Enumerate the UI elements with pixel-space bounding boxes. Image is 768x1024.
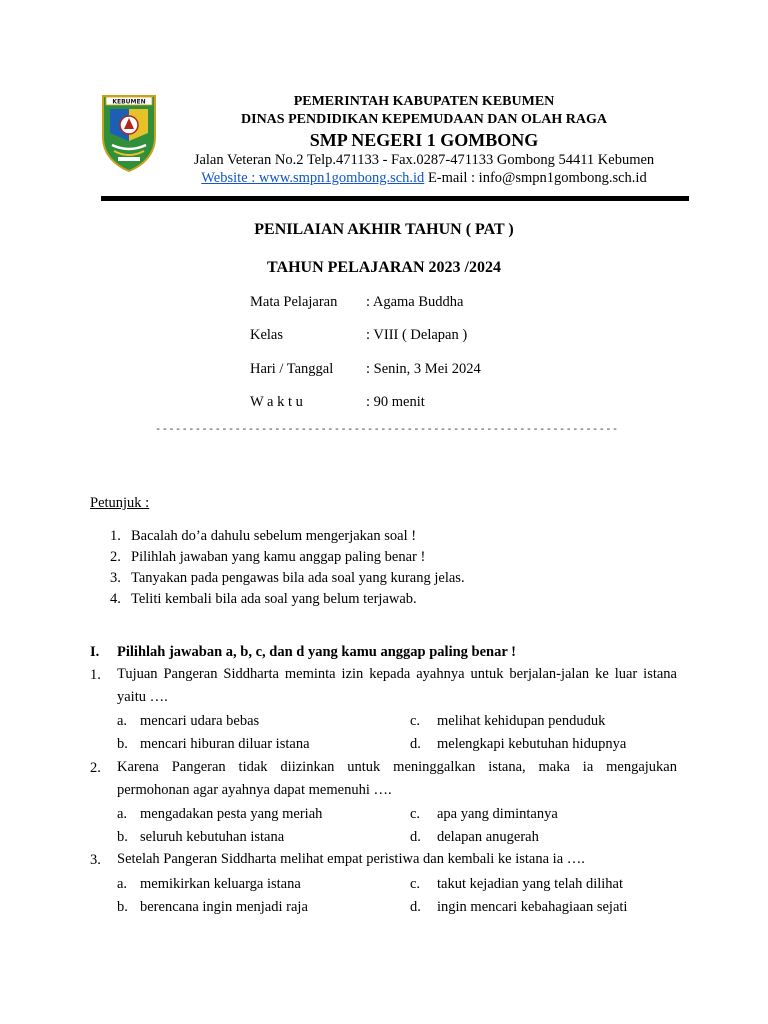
info-value-time: : 90 menit bbox=[366, 394, 425, 410]
instruction-item: Pilihlah jawaban yang kamu anggap paling benar ! bbox=[131, 549, 426, 565]
instructions-title: Petunjuk : bbox=[90, 495, 150, 511]
academic-year: TAHUN PELAJARAN 2023 /2024 bbox=[267, 259, 501, 276]
option-label-c: c. bbox=[410, 713, 421, 729]
info-value-subject: : Agama Buddha bbox=[366, 294, 464, 310]
option-b[interactable]: mencari hiburan diluar istana bbox=[140, 736, 310, 752]
instruction-number: 2. bbox=[110, 549, 121, 565]
option-label-b: b. bbox=[117, 829, 128, 845]
info-value-date: : Senin, 3 Mei 2024 bbox=[366, 361, 481, 377]
instruction-item: Bacalah do’a dahulu sebelum mengerjakan soal ! bbox=[131, 528, 417, 544]
instruction-number: 3. bbox=[110, 570, 121, 586]
option-d[interactable]: melengkapi kebutuhan hidupnya bbox=[437, 736, 627, 752]
instruction-number: 4. bbox=[110, 591, 121, 607]
logo-text: KEBUMEN bbox=[112, 98, 146, 106]
question-number: 2. bbox=[90, 760, 101, 776]
option-label-a: a. bbox=[117, 713, 128, 729]
option-a[interactable]: mengadakan pesta yang meriah bbox=[140, 806, 323, 822]
header-address: Jalan Veteran No.2 Telp.471133 - Fax.0287-471133 Gombong 54411 Kebumen bbox=[193, 152, 655, 168]
email-text: E-mail : info@smpn1gombong.sch.id bbox=[424, 170, 647, 186]
info-label-subject: Mata Pelajaran bbox=[250, 294, 338, 310]
header-department: DINAS PENDIDIKAN KEPEMUDAAN DAN OLAH RAGA bbox=[241, 112, 607, 127]
question-text-line: yaitu …. bbox=[117, 689, 168, 705]
option-d[interactable]: ingin mencari kebahagiaan sejati bbox=[437, 899, 628, 915]
option-label-d: d. bbox=[410, 899, 421, 915]
option-label-b: b. bbox=[117, 736, 128, 752]
option-label-b: b. bbox=[117, 899, 128, 915]
instruction-item: Teliti kembali bila ada soal yang belum terjawab. bbox=[131, 591, 417, 607]
instruction-number: 1. bbox=[110, 528, 121, 544]
website-link[interactable]: Website : www.smpn1gombong.sch.id bbox=[201, 170, 425, 186]
option-label-a: a. bbox=[117, 876, 128, 892]
option-label-a: a. bbox=[117, 806, 128, 822]
header-contact bbox=[0, 170, 768, 187]
question-number: 1. bbox=[90, 667, 101, 683]
option-label-c: c. bbox=[410, 806, 421, 822]
header-government: PEMERINTAH KABUPATEN KEBUMEN bbox=[293, 94, 555, 109]
info-label-class: Kelas bbox=[250, 327, 284, 343]
option-a[interactable]: memikirkan keluarga istana bbox=[140, 876, 301, 892]
instruction-item: Tanyakan pada pengawas bila ada soal yang kurang jelas. bbox=[131, 570, 465, 586]
question-text-line: Setelah Pangeran Siddharta melihat empat peristiwa dan kembali ke istana ia …. bbox=[117, 851, 585, 867]
info-value-class: : VIII ( Delapan ) bbox=[366, 327, 468, 343]
section-number: I. bbox=[90, 644, 100, 660]
dashed-separator: ---------------------------------------------------------------------- bbox=[155, 423, 619, 435]
letterhead-divider bbox=[101, 196, 689, 201]
option-label-d: d. bbox=[410, 829, 421, 845]
option-b[interactable]: seluruh kebutuhan istana bbox=[140, 829, 285, 845]
question-number: 3. bbox=[90, 852, 101, 868]
header-school-name: SMP NEGERI 1 GOMBONG bbox=[309, 130, 539, 150]
exam-title: PENILAIAN AKHIR TAHUN ( PAT ) bbox=[254, 221, 514, 238]
info-label-time: W a k t u bbox=[250, 394, 303, 410]
option-label-d: d. bbox=[410, 736, 421, 752]
question-text-line: permohonan agar ayahnya dapat memenuhi …. bbox=[117, 782, 392, 798]
question-text-line: Tujuan Pangeran Siddharta meminta izin kepada ayahnya untuk berjalan-jalan ke luar istana bbox=[117, 666, 677, 682]
option-a[interactable]: mencari udara bebas bbox=[140, 713, 260, 729]
option-label-c: c. bbox=[410, 876, 421, 892]
question-text-line: Karena Pangeran tidak diizinkan untuk meninggalkan istana, maka ia mengajukan bbox=[117, 759, 677, 775]
option-c[interactable]: melihat kehidupan penduduk bbox=[437, 713, 606, 729]
option-d[interactable]: delapan anugerah bbox=[437, 829, 539, 845]
option-c[interactable]: apa yang dimintanya bbox=[437, 806, 558, 822]
info-label-date: Hari / Tanggal bbox=[250, 361, 334, 377]
option-b[interactable]: berencana ingin menjadi raja bbox=[140, 899, 308, 915]
section-instruction: Pilihlah jawaban a, b, c, dan d yang kamu anggap paling benar ! bbox=[117, 644, 516, 660]
option-c[interactable]: takut kejadian yang telah dilihat bbox=[437, 876, 624, 892]
